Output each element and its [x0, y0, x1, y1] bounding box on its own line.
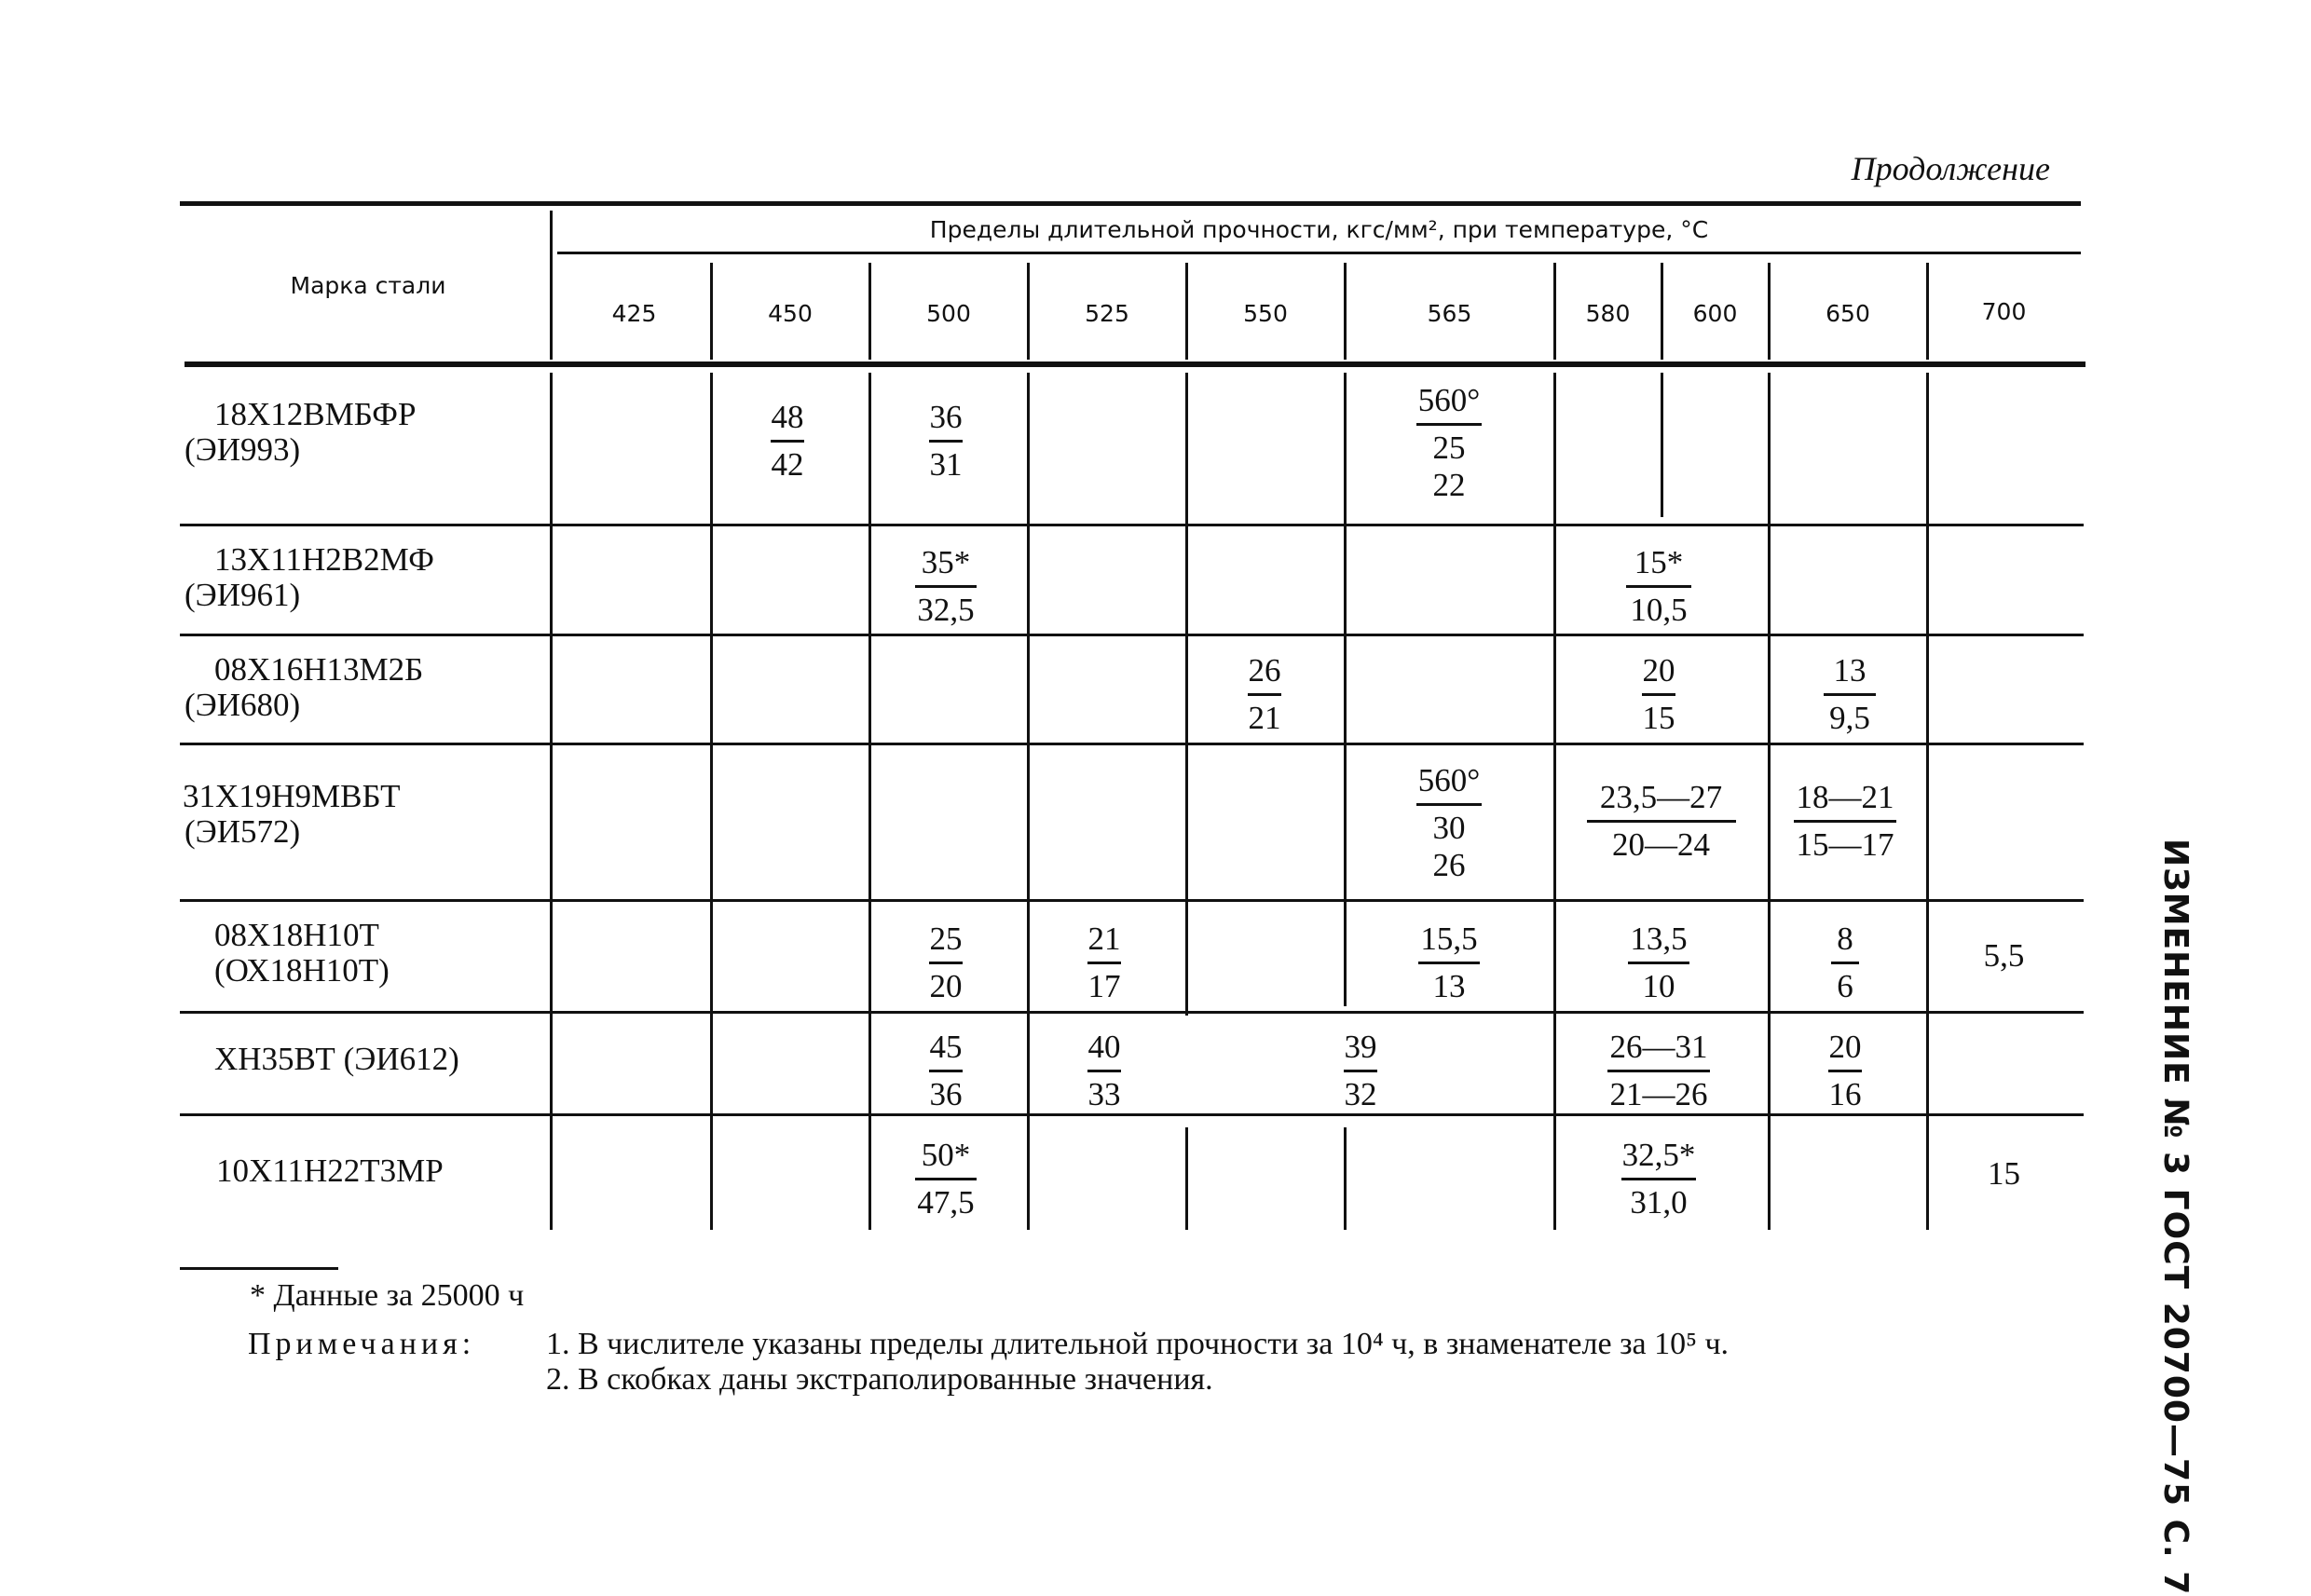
- denominator: 31,0: [1630, 1184, 1688, 1221]
- steel-alt-grade: (ОХ18Н10Т): [214, 952, 390, 989]
- header-bottom-rule: [185, 361, 2085, 367]
- numerator: 8: [1837, 921, 1853, 957]
- header-divider: [1553, 263, 1556, 360]
- numerator: 25: [1432, 430, 1466, 466]
- value-fraction: [1319, 1029, 1402, 1113]
- side-header-text: ИЗМЕНЕНИЕ № 3 ГОСТ 20700—75 С. 7: [2156, 839, 2195, 1596]
- steel-alt-grade: (ЭИ993): [185, 431, 301, 468]
- numerator: 15*: [1634, 544, 1684, 580]
- steel-grade: 13Х11Н2В2МФ: [214, 541, 434, 578]
- body-divider: [710, 373, 713, 1230]
- temperature-group-header: Пределы длительной прочности, кгс/мм², при температуре, °С: [929, 216, 1709, 243]
- body-divider: [1344, 373, 1347, 1006]
- denominator: 33: [1087, 1076, 1121, 1112]
- temp-565: 565: [1427, 300, 1472, 327]
- denominator: 36: [929, 1076, 963, 1112]
- denominator: 21—26: [1609, 1076, 1708, 1112]
- steel-grade: 08Х16Н13М2Б: [214, 651, 424, 688]
- value-fraction: [1598, 1137, 1719, 1221]
- denominator: 17: [1087, 968, 1121, 1004]
- header-divider: [1926, 263, 1929, 360]
- temp-580: 580: [1585, 300, 1631, 327]
- denominator: 13: [1432, 968, 1466, 1004]
- header-divider: [1185, 263, 1188, 360]
- numerator: 25: [929, 921, 963, 957]
- numerator: 13,5: [1630, 921, 1688, 957]
- denominator: 32: [1344, 1076, 1377, 1112]
- row-separator: [180, 743, 2084, 745]
- steel-grade: 18Х12ВМБФР: [214, 396, 417, 432]
- numerator: 20: [1828, 1029, 1862, 1065]
- body-divider: [550, 373, 553, 1230]
- steel-grade: ХН35ВТ (ЭИ612): [214, 1041, 459, 1077]
- header-divider: [1344, 263, 1347, 360]
- body-divider: [1553, 373, 1556, 1230]
- side-page-header: [2143, 839, 2199, 1596]
- numerator: 36: [929, 399, 963, 435]
- steel-alt-grade: (ЭИ572): [185, 813, 301, 850]
- steel-grade: 10Х11Н22Т3МР: [216, 1153, 444, 1189]
- denominator: 21: [1248, 700, 1281, 736]
- row-separator: [180, 524, 2084, 526]
- denominator: 15: [1642, 700, 1675, 736]
- row-separator: [180, 1011, 2084, 1014]
- steel-alt-grade: (ЭИ961): [185, 577, 301, 613]
- note-2: 2. В скобках даны экстраполированные значения.: [546, 1362, 1213, 1397]
- denominator: 6: [1837, 968, 1853, 1004]
- value-fraction: [904, 921, 988, 1005]
- notes-label: Примечания:: [248, 1327, 476, 1361]
- note-1: 1. В числителе указаны пределы длительной прочности за 10⁴ ч, в знаменателе за 10⁵ ч.: [546, 1327, 1730, 1361]
- temp-525: 525: [1085, 300, 1129, 327]
- body-divider: [1185, 1127, 1188, 1230]
- numerator: 30: [1432, 810, 1466, 846]
- steel-grade: 31Х19Н9МВБТ: [183, 778, 401, 814]
- value-fraction: [1617, 652, 1701, 737]
- numerator: 26—31: [1609, 1029, 1708, 1065]
- denominator: 20—24: [1612, 826, 1710, 863]
- value-fraction: [1393, 382, 1505, 504]
- value-fraction: [1393, 762, 1505, 884]
- denominator: 42: [771, 446, 804, 483]
- body-divider: [1185, 373, 1188, 1016]
- denominator: 15—17: [1796, 826, 1894, 863]
- value-fraction: [1803, 921, 1887, 1005]
- denominator: 10: [1642, 968, 1675, 1004]
- value-fraction: [904, 399, 988, 484]
- numerator: 20: [1642, 652, 1675, 689]
- value-fraction: [1393, 921, 1505, 1005]
- numerator: 26: [1248, 652, 1281, 689]
- value-fraction: [1603, 544, 1715, 629]
- denominator: 22: [1432, 467, 1466, 503]
- denominator: 10,5: [1630, 592, 1688, 628]
- body-divider: [1768, 373, 1771, 1230]
- value-single: 15: [1988, 1155, 2020, 1192]
- row-separator: [180, 1113, 2084, 1116]
- numerator: 45: [929, 1029, 963, 1065]
- header-divider: [1027, 263, 1030, 360]
- denominator: 47,5: [917, 1184, 975, 1221]
- numerator: 21: [1087, 921, 1121, 957]
- value-fraction: [1575, 779, 1747, 864]
- value-fraction: [1062, 921, 1146, 1005]
- value-fraction: [1062, 1029, 1146, 1113]
- numerator: 35*: [921, 544, 971, 580]
- numerator: 32,5*: [1621, 1137, 1696, 1173]
- footnote-rule: [180, 1267, 338, 1270]
- value-fraction: [1603, 921, 1715, 1005]
- denominator: 9,5: [1829, 700, 1870, 736]
- numerator: 23,5—27: [1599, 779, 1723, 815]
- row-separator: [180, 634, 2084, 636]
- temp-500: 500: [926, 300, 971, 327]
- value-fraction: [745, 399, 829, 484]
- denominator: 31: [929, 446, 963, 483]
- value-fraction: [895, 1137, 997, 1221]
- value-fraction: [895, 544, 997, 629]
- header-divider: [710, 263, 713, 360]
- value-fraction: [904, 1029, 988, 1113]
- temp-450: 450: [768, 300, 813, 327]
- header-divider: [868, 263, 871, 360]
- steel-grade-header: Марка стали: [290, 272, 446, 299]
- body-divider: [1926, 373, 1929, 1230]
- value-fraction: [1775, 779, 1915, 864]
- denominator: 20: [929, 968, 963, 1004]
- numerator: 18—21: [1796, 779, 1894, 815]
- header-divider: [550, 211, 553, 360]
- denominator: 26: [1432, 847, 1466, 883]
- row-separator: [180, 899, 2084, 902]
- value-fraction: [1589, 1029, 1729, 1113]
- continuation-label: Продолжение: [1851, 150, 2050, 187]
- body-divider: [1661, 373, 1663, 517]
- numerator: 13: [1833, 652, 1867, 689]
- temperature-note: 560°: [1417, 762, 1481, 798]
- body-divider: [1027, 373, 1030, 1230]
- numerator: 40: [1087, 1029, 1121, 1065]
- denominator: 16: [1828, 1076, 1862, 1112]
- numerator: 39: [1344, 1029, 1377, 1065]
- group-header-rule: [557, 252, 2081, 254]
- footnote: * Данные за 25000 ч: [250, 1278, 525, 1313]
- steel-alt-grade: (ЭИ680): [185, 687, 301, 723]
- temperature-note: 560°: [1417, 382, 1481, 418]
- temp-425: 425: [611, 300, 657, 327]
- temp-650: 650: [1826, 300, 1870, 327]
- temp-550: 550: [1243, 300, 1288, 327]
- value-single: 5,5: [1983, 937, 2025, 974]
- table-top-rule: [180, 201, 2081, 206]
- temp-600: 600: [1692, 300, 1738, 327]
- value-fraction: [1803, 652, 1896, 737]
- value-fraction: [1223, 652, 1306, 737]
- steel-grade: 08Х18Н10Т: [214, 917, 379, 953]
- denominator: 32,5: [917, 592, 975, 628]
- value-fraction: [1803, 1029, 1887, 1113]
- body-divider: [868, 373, 871, 1230]
- numerator: 15,5: [1420, 921, 1478, 957]
- temp-700: 700: [1981, 298, 2027, 325]
- header-divider: [1661, 263, 1663, 360]
- body-divider: [1344, 1127, 1347, 1230]
- numerator: 48: [771, 399, 804, 435]
- header-divider: [1768, 263, 1771, 360]
- numerator: 50*: [921, 1137, 971, 1173]
